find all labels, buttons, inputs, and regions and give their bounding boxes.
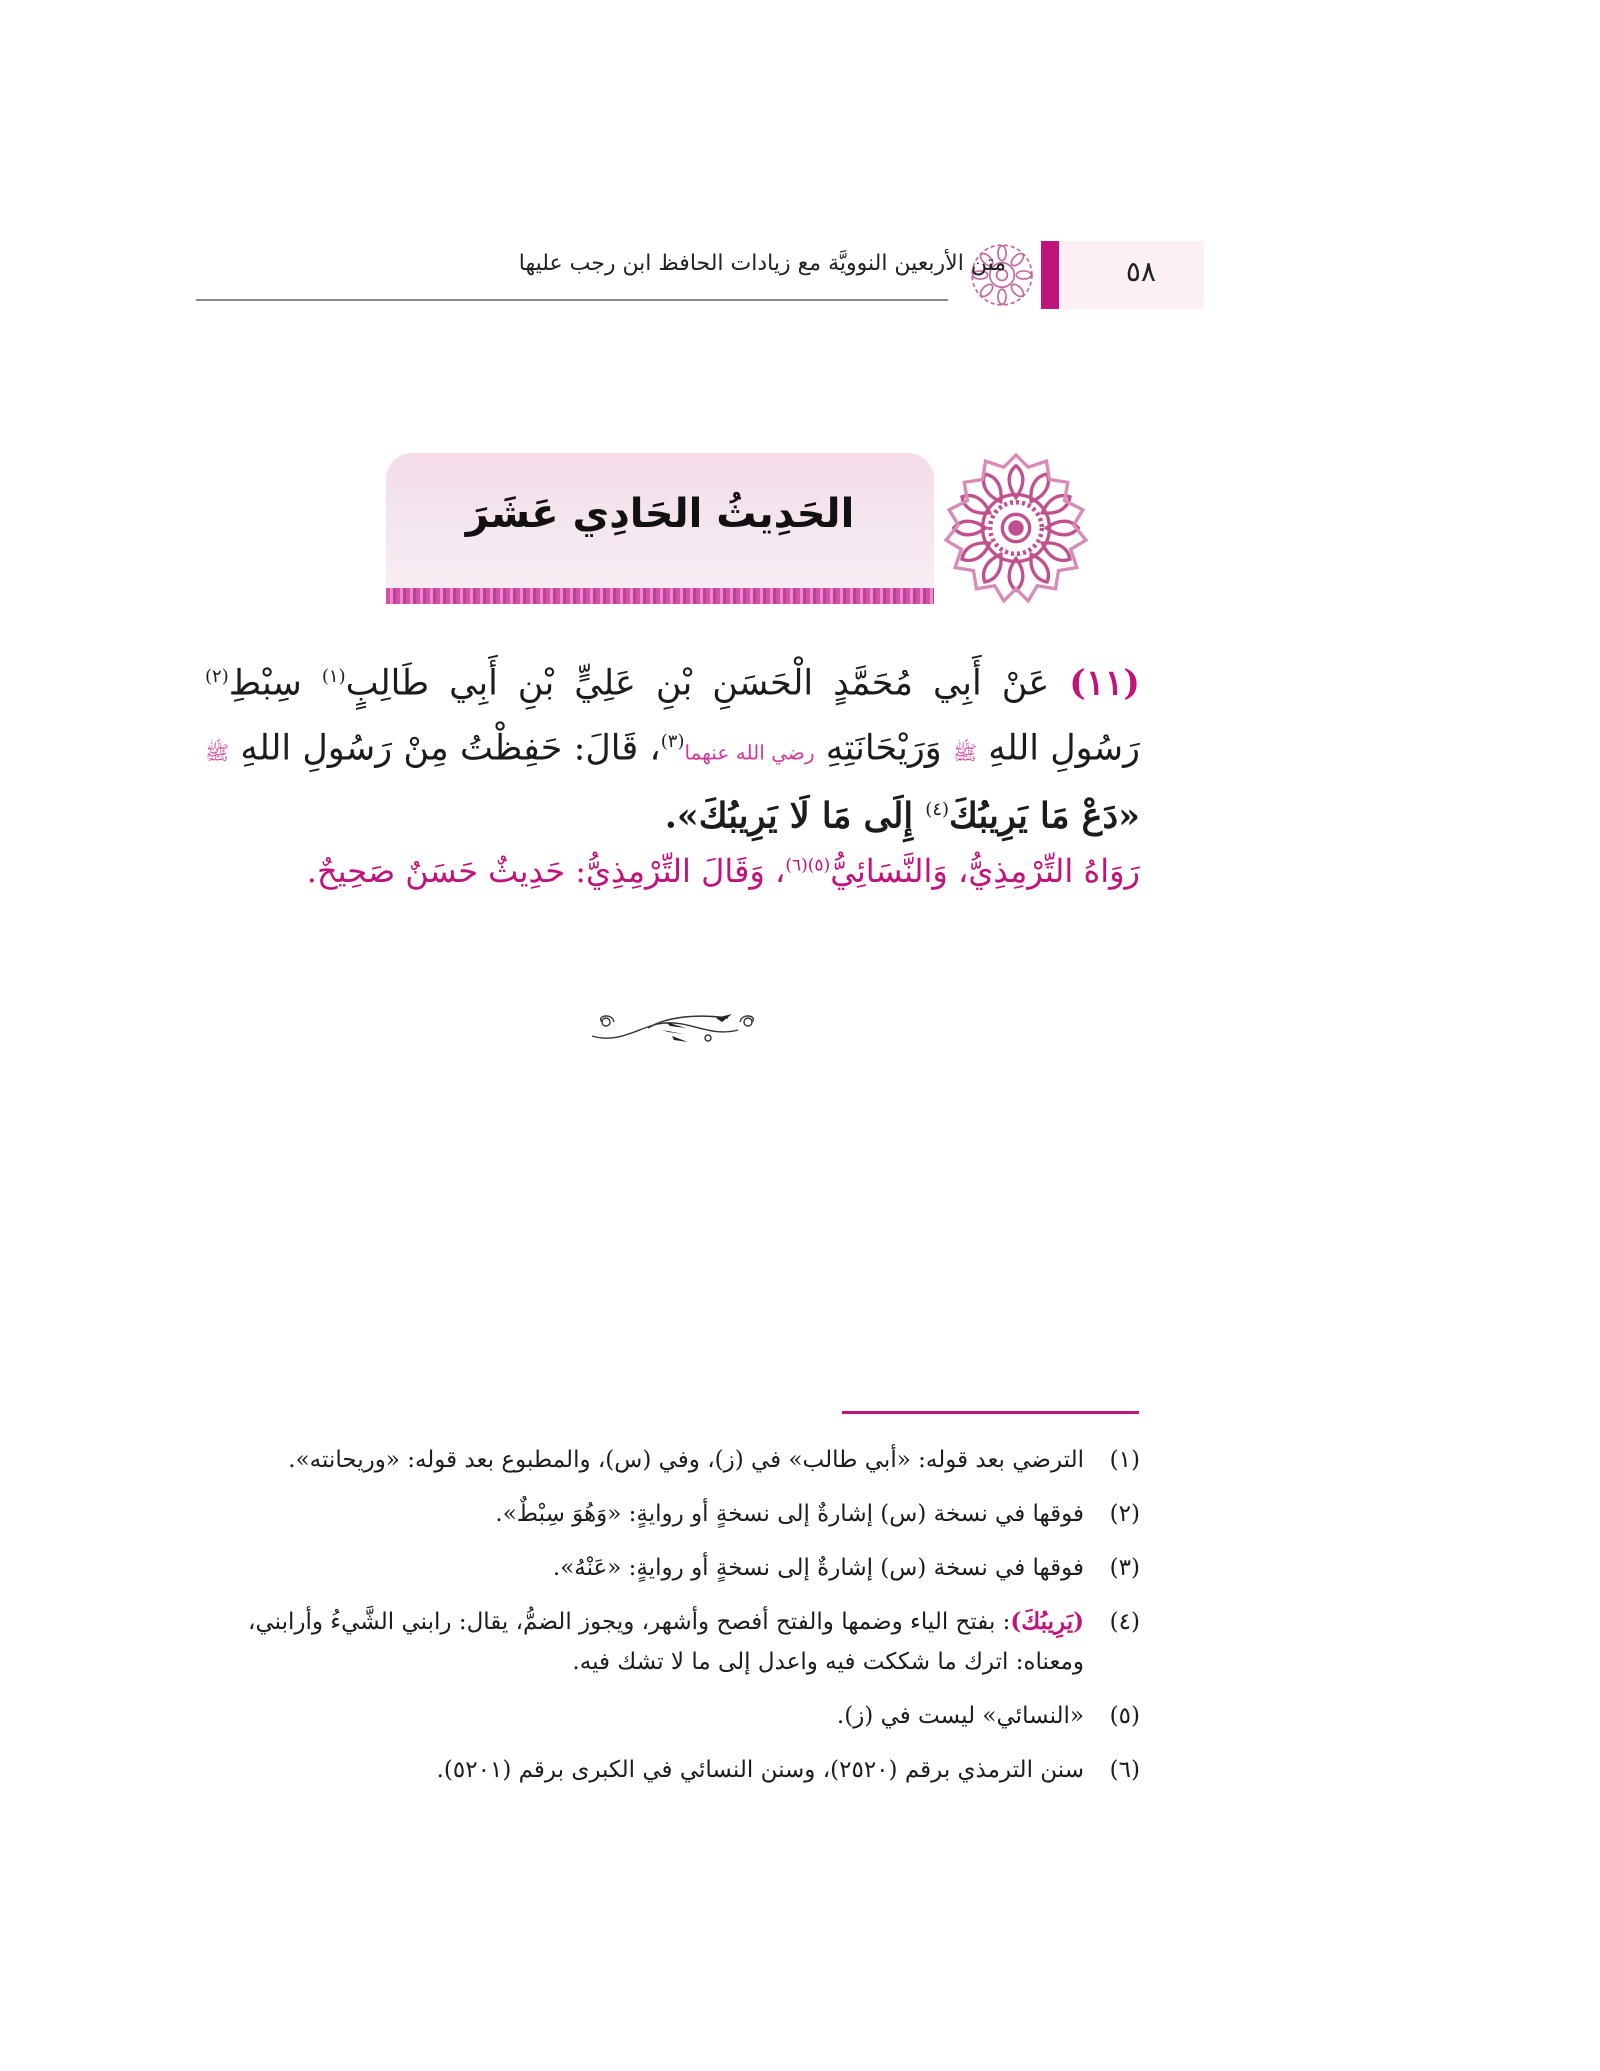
- floral-flourish-icon: [588, 1008, 764, 1048]
- footnote-text: سنن الترمذي برقم (٢٥٢٠)، وسنن النسائي في الكبرى برقم (٥٢٠١).: [436, 1757, 1084, 1783]
- decorative-strip: [386, 588, 934, 604]
- radiya-glyph-icon: رضي الله عنهما: [684, 740, 815, 765]
- salawat-glyph-icon: ﷺ: [952, 740, 978, 765]
- footnote-ref-5[interactable]: (٥): [807, 855, 831, 876]
- footnote-text: «النسائي» ليست في (ز).: [836, 1703, 1084, 1729]
- prophetic-quote: إِلَى مَا لَا يَرِيبُكَ».: [664, 795, 926, 837]
- running-header: [196, 241, 1204, 309]
- rosette-ornament-icon: [940, 452, 1092, 604]
- page-number: ٥٨: [1125, 255, 1156, 288]
- footnote-ref-6[interactable]: (٦): [785, 855, 808, 876]
- narration-line: [205, 852, 1140, 890]
- footnote-separator: [842, 1411, 1139, 1414]
- footnote-item: [205, 1548, 1140, 1588]
- hadith-segment: وَرَيْحَانَتِهِ: [825, 728, 953, 769]
- salawat-glyph-icon: ﷺ: [205, 740, 230, 765]
- narration-segment: ، وَقَالَ التِّرْمِذِيُّ: حَدِيثٌ حَسَنٌ صَحِيحٌ.: [306, 852, 786, 890]
- hadith-segment: سِبْطِ: [228, 663, 322, 704]
- hadith-text: [205, 648, 1140, 846]
- footnote-ref-3[interactable]: (٣): [660, 730, 685, 752]
- footnote-item: [205, 1750, 1140, 1790]
- footnotes-list: [205, 1440, 1140, 1804]
- footnote-number: (٢): [1109, 1501, 1140, 1527]
- footnote-text: الترضي بعد قوله: «أبي طالب» في (ز)، وفي (س)، والمطبوع بعد قوله: «وريحانته».: [288, 1447, 1084, 1473]
- footnote-text: فوقها في نسخة (س) إشارةٌ إلى نسخةٍ أو روايةٍ: «عَنْهُ».: [552, 1555, 1084, 1581]
- chapter-title: الحَدِيثُ الحَادِي عَشَرَ: [465, 491, 855, 537]
- hadith-segment: ، قَالَ: حَفِظْتُ مِنْ رَسُولِ اللهِ: [240, 728, 661, 769]
- chapter-title-card: [386, 453, 934, 593]
- footnote-number: (٦): [1109, 1757, 1140, 1783]
- hadith-segment: رَسُولِ اللهِ: [988, 728, 1140, 769]
- footnote-ref-1[interactable]: (١): [321, 666, 346, 687]
- footnote-number: (٥): [1109, 1703, 1140, 1729]
- footnote-number: (٣): [1109, 1555, 1140, 1581]
- footnote-body: : بفتح الياء وضمها والفتح أفصح وأشهر، ويجوز الضمُّ، يقال: رابني الشَّيءُ وأرابني، ومعناه: اترك ما شككت فيه واعدل إلى ما لا تشك فيه.: [248, 1609, 1084, 1675]
- footnote-item: [205, 1440, 1140, 1480]
- narration-segment: رَوَاهُ التِّرْمِذِيُّ، وَالنَّسَائِيُّ: [830, 852, 1140, 890]
- footnote-headword: (يَرِيبُكَ): [1010, 1608, 1084, 1635]
- footnote-number: (١): [1109, 1447, 1140, 1473]
- page-number-band: [1059, 241, 1204, 309]
- footnote-number: (٤): [1109, 1609, 1140, 1635]
- footnote-ref-2[interactable]: (٢): [205, 666, 229, 687]
- footnote-item: [205, 1602, 1140, 1682]
- hadith-number: (١١): [1069, 662, 1140, 704]
- footnote-item: [205, 1494, 1140, 1534]
- header-rule: [196, 299, 948, 301]
- footnote-item: [205, 1696, 1140, 1736]
- book-title: متن الأربعين النوويَّة مع زيادات الحافظ ابن رجب عليها: [518, 251, 1006, 276]
- footnote-text: [205, 1602, 1084, 1682]
- footnote-ref-4[interactable]: (٤): [925, 799, 950, 821]
- footnote-text: فوقها في نسخة (س) إشارةٌ إلى نسخةٍ أو روايةٍ: «وَهُوَ سِبْطٌ».: [495, 1501, 1084, 1527]
- accent-bar: [1041, 241, 1059, 309]
- prophetic-quote: «دَعْ مَا يَرِيبُكَ: [949, 795, 1140, 837]
- hadith-segment: عَنْ أَبِي مُحَمَّدٍ الْحَسَنِ بْنِ عَلِيٍّ بْنِ أَبِي طَالِبٍ: [345, 663, 1070, 704]
